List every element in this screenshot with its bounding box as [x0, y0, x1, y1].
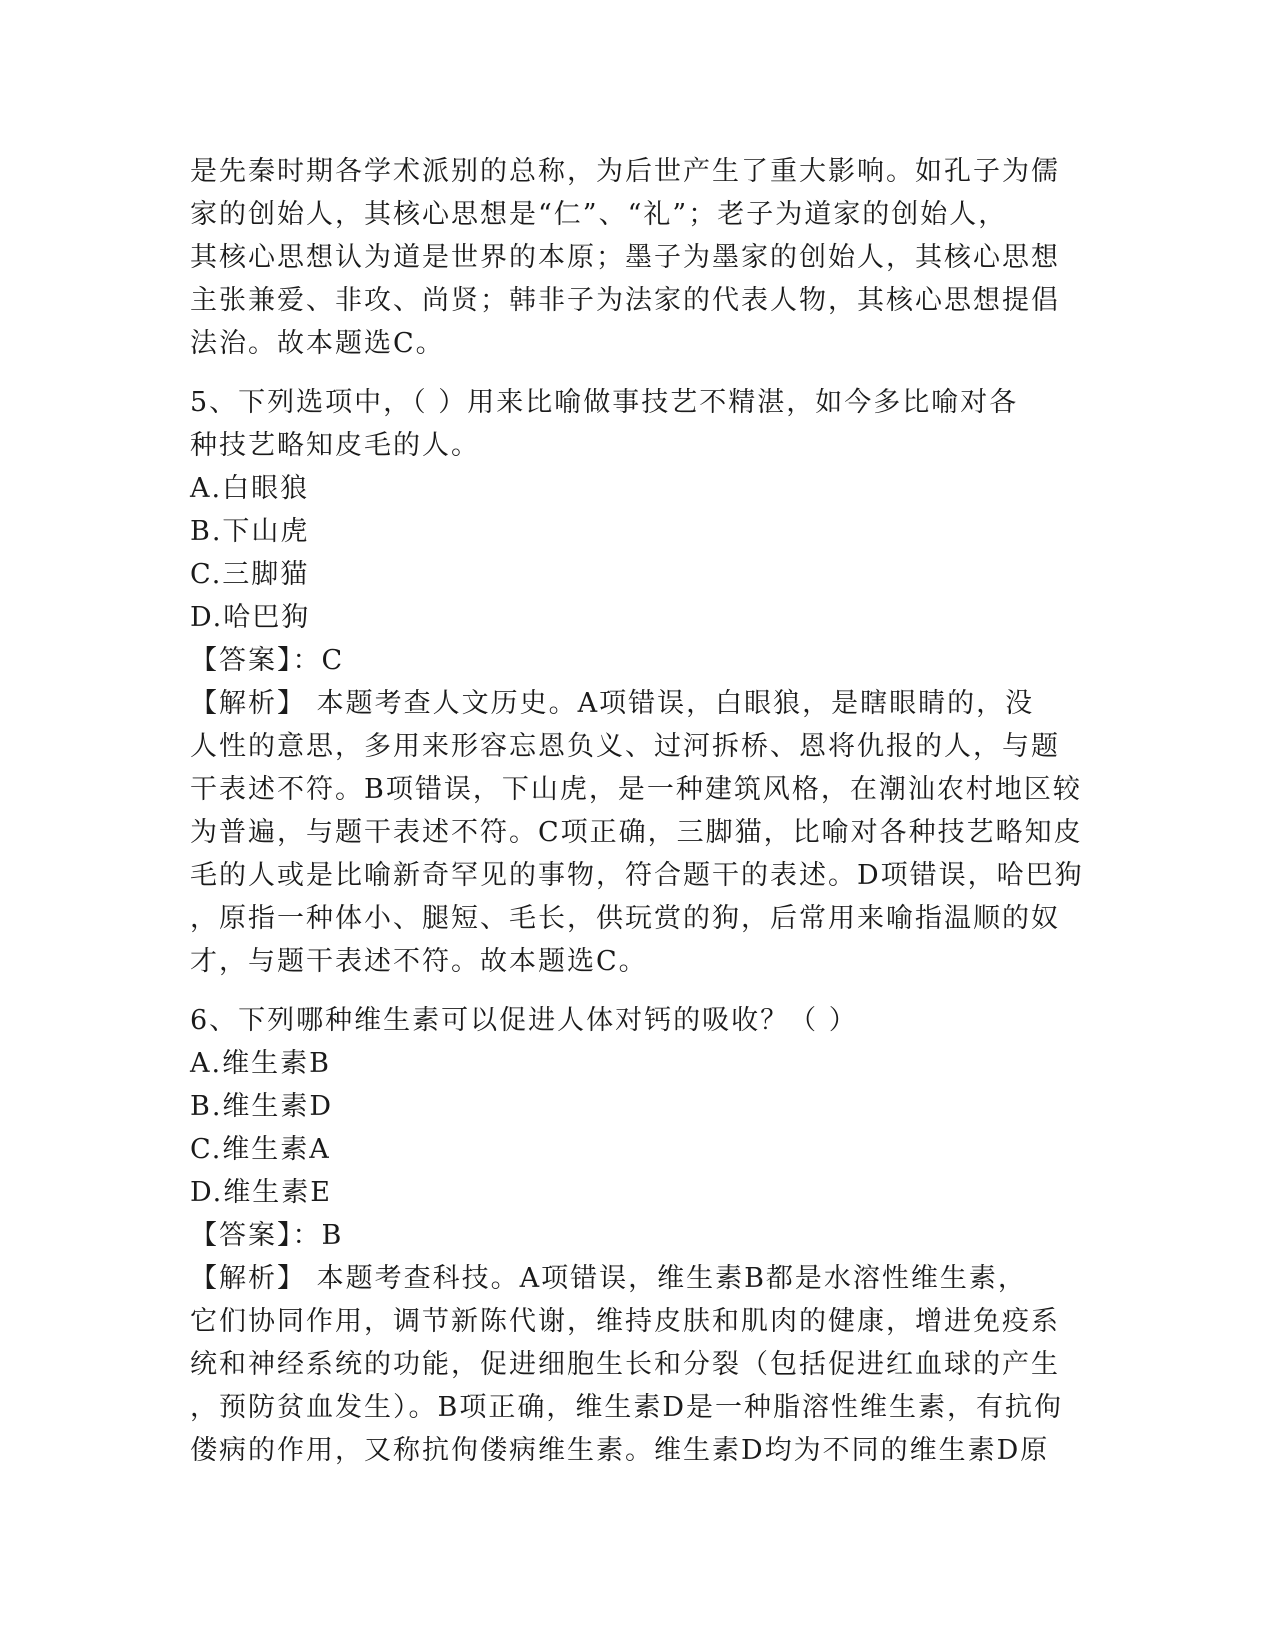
analysis-line: 才，与题干表述不符。故本题选C。 [190, 946, 648, 977]
question-text: 5、下列选项中，（ ）用来比喻做事技艺不精湛，如今多比喻对各 [190, 387, 1019, 418]
analysis-line: 为普遍，与题干表述不符。C项正确，三脚猫，比喻对各种技艺略知皮 [190, 817, 1083, 848]
analysis-line: 【解析】 本题考查科技。A项错误，维生素B都是水溶性维生素， [190, 1263, 1027, 1294]
question-5 [190, 381, 1090, 983]
answer-line: 【答案】：C [190, 645, 345, 676]
document-page [190, 150, 1090, 1472]
question-text: 种技艺略知皮毛的人。 [190, 430, 480, 461]
option-b: B.下山虎 [190, 516, 310, 547]
answer-line: 【答案】：B [190, 1220, 344, 1251]
option-a: A.白眼狼 [190, 473, 310, 504]
option-a: A.维生素B [190, 1048, 331, 1079]
analysis-line: ，预防贫血发生）。B项正确，维生素D是一种脂溶性维生素，有抗佝 [190, 1392, 1063, 1423]
option-c: C.三脚猫 [190, 559, 310, 590]
analysis-line: 偻病的作用，又称抗佝偻病维生素。维生素D均为不同的维生素D原 [190, 1435, 1050, 1466]
previous-analysis-tail [190, 150, 1090, 365]
text-line: 家的创始人，其核心思想是“仁”、“礼”；老子为道家的创始人， [190, 199, 1008, 230]
text-line: 法治。故本题选C。 [190, 328, 445, 359]
option-d: D.维生素E [190, 1177, 332, 1208]
text-line: 主张兼爱、非攻、尚贤；韩非子为法家的代表人物，其核心思想提倡 [190, 285, 1060, 316]
analysis-line: 人性的意思，多用来形容忘恩负义、过河拆桥、恩将仇报的人，与题 [190, 731, 1060, 762]
option-b: B.维生素D [190, 1091, 334, 1122]
analysis-line: 统和神经系统的功能，促进细胞生长和分裂（包括促进红血球的产生 [190, 1349, 1060, 1380]
option-c: C.维生素A [190, 1134, 331, 1165]
analysis-line: 它们协同作用，调节新陈代谢，维持皮肤和肌肉的健康，增进免疫系 [190, 1306, 1060, 1337]
option-d: D.哈巴狗 [190, 602, 311, 633]
question-text: 6、下列哪种维生素可以促进人体对钙的吸收？（ ） [190, 1005, 858, 1036]
analysis-line: 毛的人或是比喻新奇罕见的事物，符合题干的表述。D项错误，哈巴狗 [190, 860, 1084, 891]
text-line: 是先秦时期各学术派别的总称，为后世产生了重大影响。如孔子为儒 [190, 156, 1060, 187]
analysis-line: 干表述不符。B项错误，下山虎，是一种建筑风格，在潮汕农村地区较 [190, 774, 1082, 805]
text-line: 其核心思想认为道是世界的本原；墨子为墨家的创始人，其核心思想 [190, 242, 1060, 273]
question-6 [190, 999, 1090, 1472]
analysis-line: ，原指一种体小、腿短、毛长，供玩赏的狗，后常用来喻指温顺的奴 [190, 903, 1060, 934]
analysis-line: 【解析】 本题考查人文历史。A项错误，白眼狼，是瞎眼睛的，没 [190, 688, 1035, 719]
